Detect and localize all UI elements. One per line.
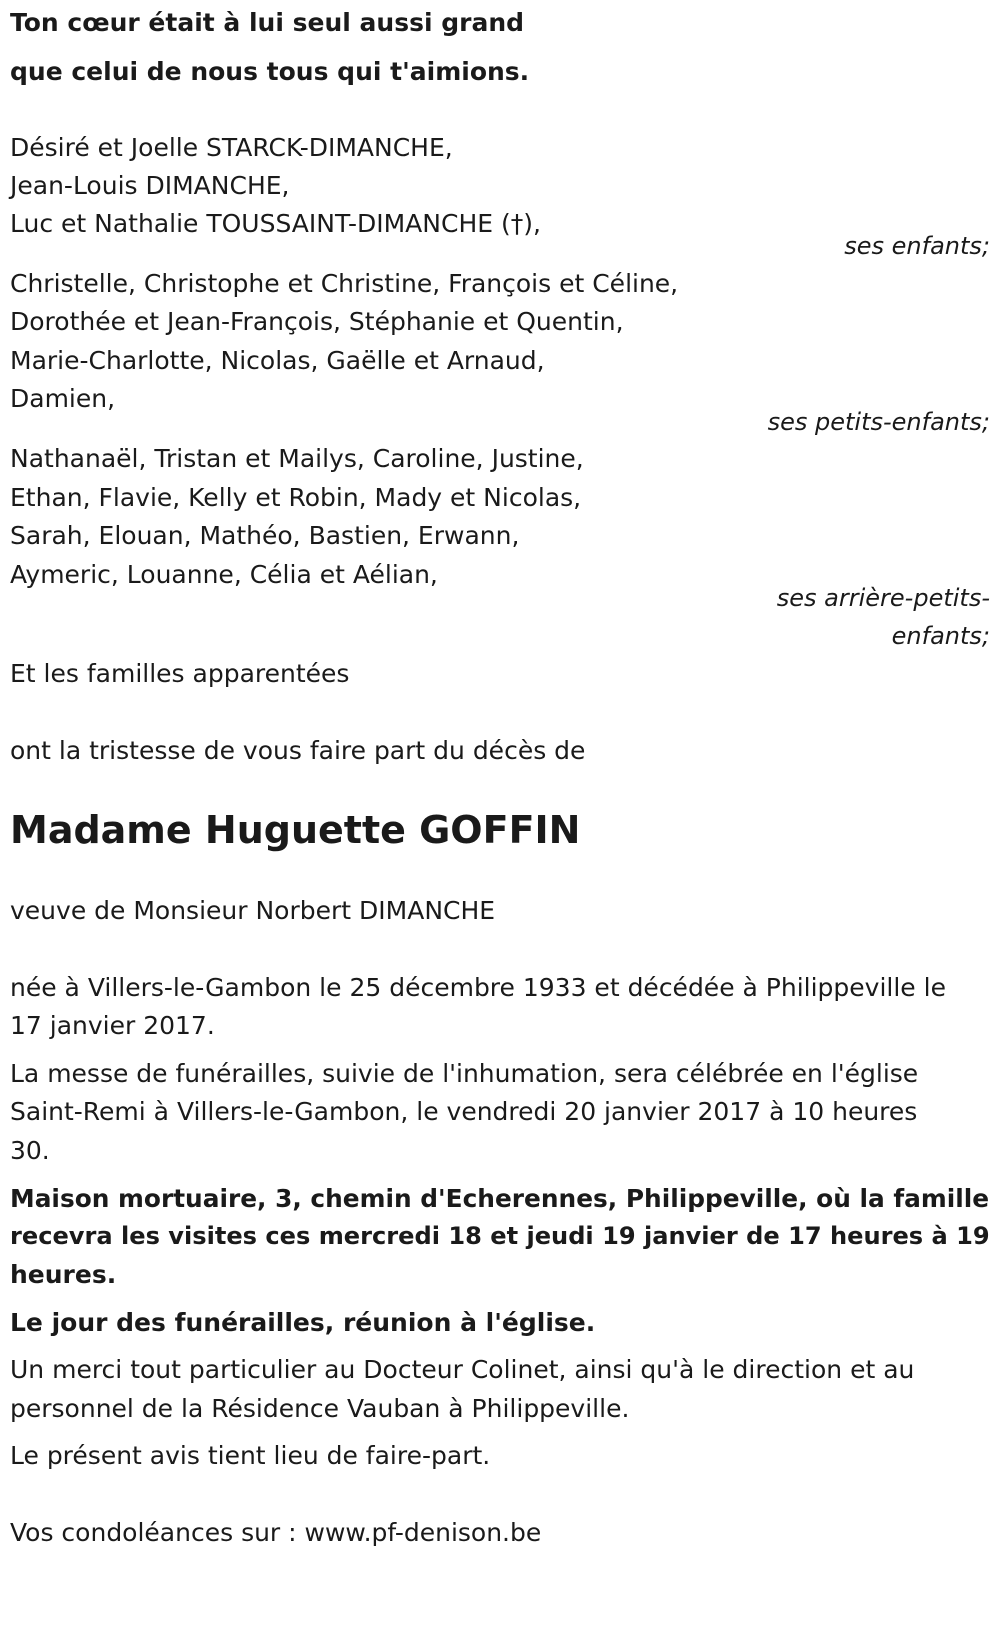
thanks-line: personnel de la Résidence Vauban à Philippeville. bbox=[10, 1394, 630, 1423]
mortuary-line: recevra les visites ces mercredi 18 et jeudi 19 janvier de 17 heures à 19 bbox=[10, 1222, 990, 1250]
children-line: Jean-Louis DIMANCHE, bbox=[10, 171, 290, 200]
condolences-line: Vos condoléances sur : www.pf-denison.be bbox=[10, 1518, 542, 1547]
funeral-line: Saint-Remi à Villers-le-Gambon, le vendredi 20 janvier 2017 à 10 heures bbox=[10, 1097, 918, 1126]
notice-line: Le présent avis tient lieu de faire-part. bbox=[10, 1441, 491, 1470]
widow-line: veuve de Monsieur Norbert DIMANCHE bbox=[10, 896, 496, 925]
thanks-line: Un merci tout particulier au Docteur Colinet, ainsi qu'à le direction et au bbox=[10, 1355, 915, 1384]
grandchildren-line: Damien, bbox=[10, 384, 116, 413]
families-line: Et les familles apparentées bbox=[10, 659, 350, 688]
great-grandchildren-line: Sarah, Elouan, Mathéo, Bastien, Erwann, bbox=[10, 521, 520, 550]
meeting-line: Le jour des funérailles, réunion à l'église. bbox=[10, 1308, 596, 1337]
children-line: Désiré et Joelle STARCK-DIMANCHE, bbox=[10, 133, 453, 162]
grandchildren-label: ses petits-enfants; bbox=[767, 408, 990, 436]
announcement-line: ont la tristesse de vous faire part du décès de bbox=[10, 736, 586, 765]
funeral-line: La messe de funérailles, suivie de l'inhumation, sera célébrée en l'église bbox=[10, 1059, 919, 1088]
children-line: Luc et Nathalie TOUSSAINT-DIMANCHE (†), bbox=[10, 209, 541, 238]
mortuary-line: heures. bbox=[10, 1260, 117, 1289]
great-grandchildren-line: Nathanaël, Tristan et Mailys, Caroline, Justine, bbox=[10, 444, 584, 473]
grandchildren-line: Marie-Charlotte, Nicolas, Gaëlle et Arnaud, bbox=[10, 346, 545, 375]
grandchildren-line: Christelle, Christophe et Christine, François et Céline, bbox=[10, 269, 679, 298]
birth-death-line: née à Villers-le-Gambon le 25 décembre 1933 et décédée à Philippeville le bbox=[10, 973, 946, 1002]
deceased-name: Madame Huguette GOFFIN bbox=[10, 808, 581, 852]
great-grandchildren-line: Aymeric, Louanne, Célia et Aélian, bbox=[10, 560, 438, 589]
great-grandchildren-label: ses arrière-petits- bbox=[776, 584, 990, 612]
great-grandchildren-label: enfants; bbox=[891, 622, 990, 650]
children-label: ses enfants; bbox=[844, 232, 990, 260]
grandchildren-line: Dorothée et Jean-François, Stéphanie et Quentin, bbox=[10, 307, 624, 336]
epigraph-line-2: que celui de nous tous qui t'aimions. bbox=[10, 57, 530, 86]
epigraph-line-1: Ton cœur était à lui seul aussi grand bbox=[10, 8, 525, 37]
mortuary-line: Maison mortuaire, 3, chemin d'Echerennes, Philippeville, où la famille bbox=[10, 1184, 990, 1213]
great-grandchildren-line: Ethan, Flavie, Kelly et Robin, Mady et Nicolas, bbox=[10, 483, 582, 512]
funeral-line: 30. bbox=[10, 1136, 50, 1165]
birth-death-line: 17 janvier 2017. bbox=[10, 1011, 215, 1040]
